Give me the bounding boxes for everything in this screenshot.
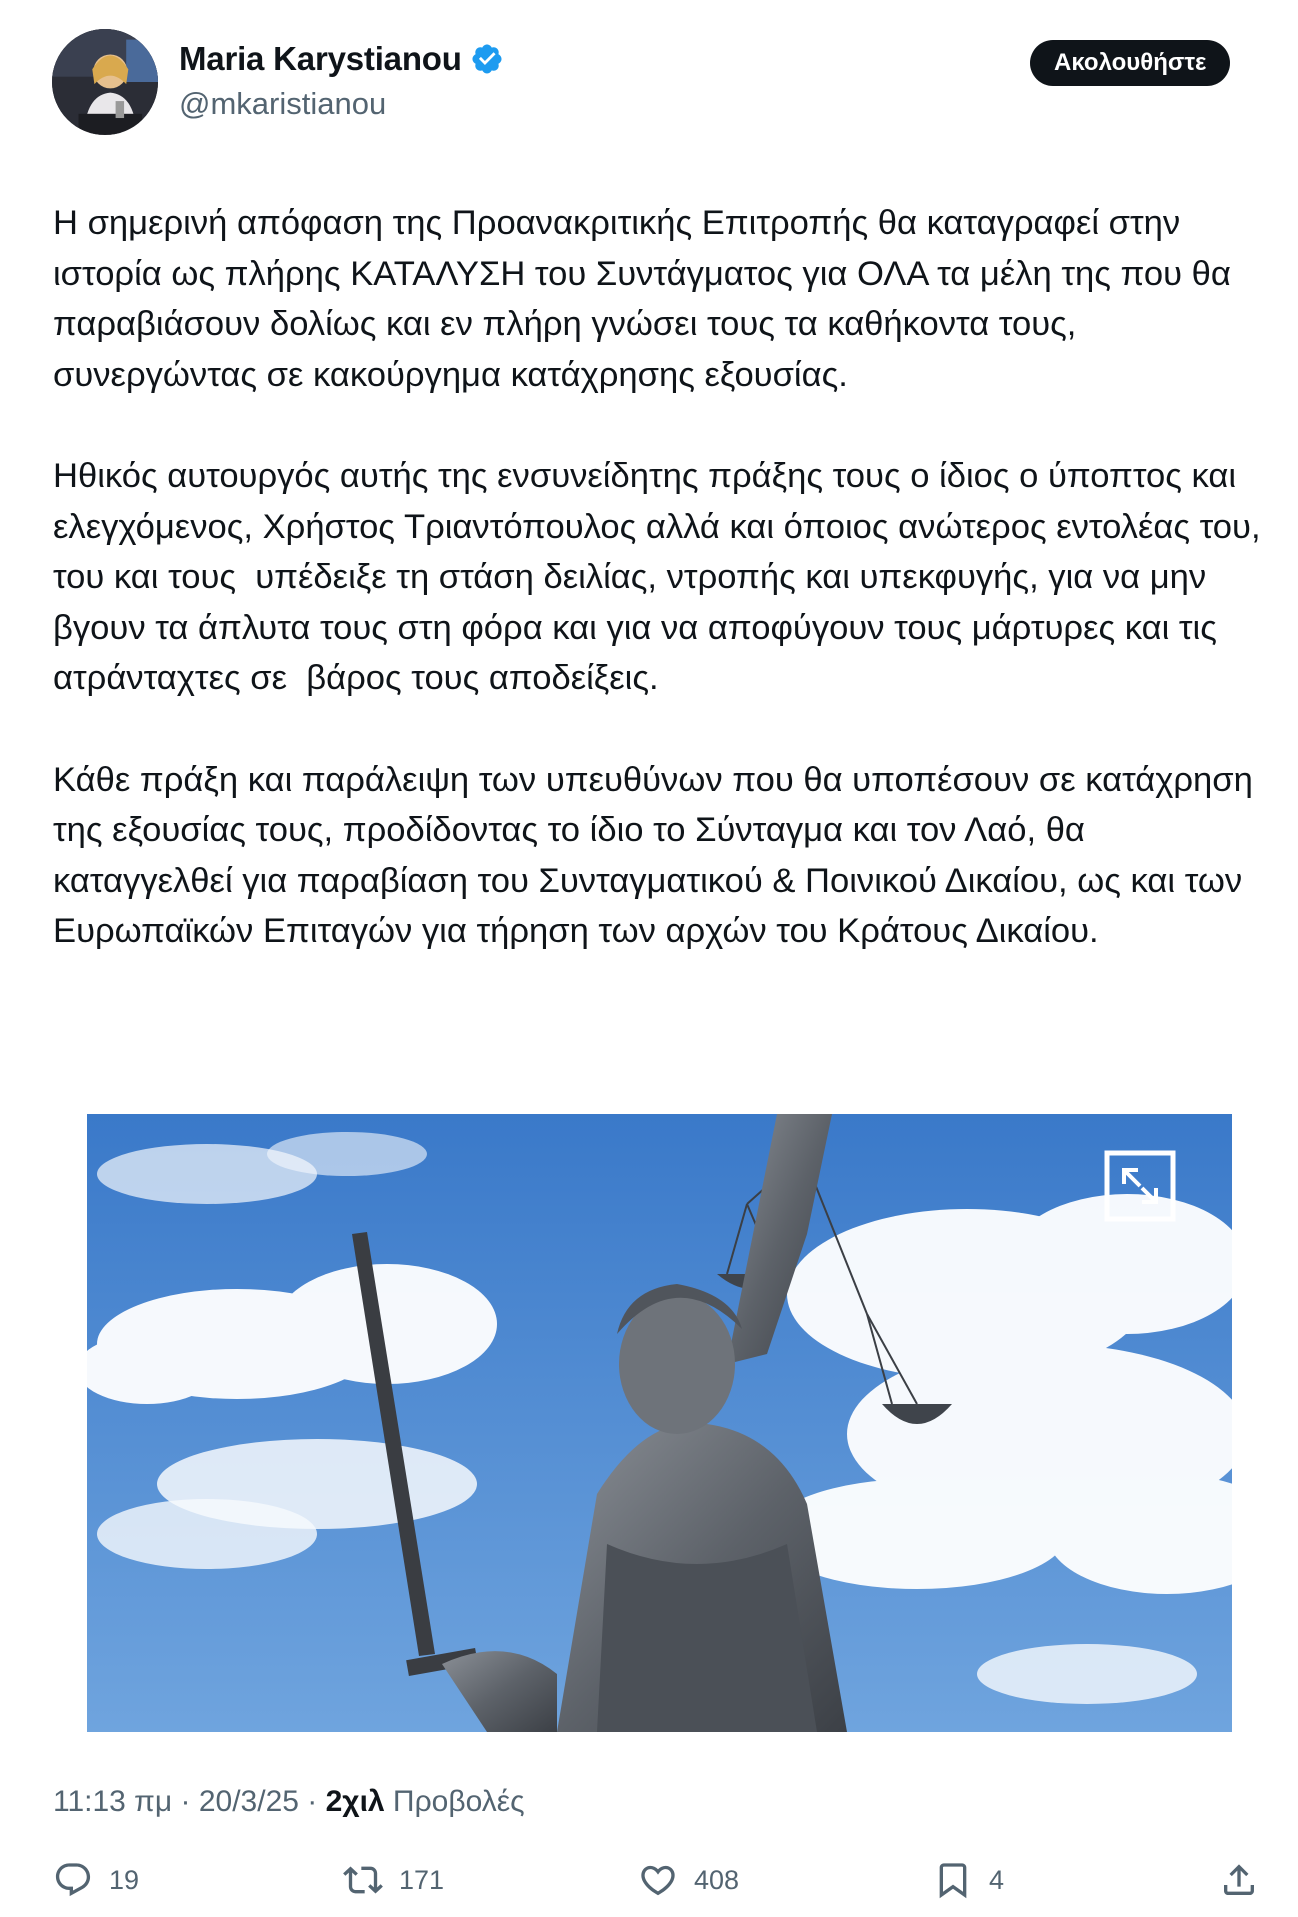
like-button[interactable]	[638, 1850, 739, 1910]
author-handle[interactable]: @mkaristianou	[179, 86, 387, 121]
reply-icon	[53, 1860, 93, 1900]
expand-icon[interactable]	[1104, 1150, 1176, 1222]
reply-count: 19	[109, 1864, 140, 1895]
meta-separator: ·	[298, 1785, 326, 1818]
views-label: Προβολές	[384, 1785, 525, 1818]
views-count: 2χιλ	[325, 1785, 385, 1818]
tweet-actions	[53, 1850, 1263, 1910]
author-display-name[interactable]	[179, 40, 504, 78]
avatar[interactable]	[52, 29, 158, 135]
tweet-meta	[53, 1785, 525, 1819]
tweet-paragraph: Η σημερινή απόφαση της Προανακριτικής Επιτροπής θα καταγραφεί στην ιστορία ως πλήρης ΚΑΤΑΛΥΣΗ του Συντάγματος για ΟΛΑ τα μέλη της που θα παραβιάσουν δολίως και εν πλήρη γνώσει τους τα καθήκοντα τους, συνεργώντας σε κακούργημα κατάχρησης εξουσίας.	[53, 204, 1241, 394]
verified-badge-icon	[470, 42, 504, 76]
share-button[interactable]	[1219, 1850, 1259, 1910]
share-icon	[1219, 1860, 1259, 1900]
repost-icon	[343, 1860, 383, 1900]
reply-button[interactable]	[53, 1850, 139, 1910]
heart-icon	[638, 1860, 678, 1900]
lady-justice-statue-image	[87, 1114, 1232, 1732]
tweet-media[interactable]	[87, 1114, 1232, 1732]
tweet-date[interactable]: 20/3/25	[198, 1785, 299, 1818]
author-name-text: Maria Karystianou	[179, 40, 462, 77]
repost-button[interactable]	[343, 1850, 444, 1910]
tweet-time[interactable]: 11:13 πμ	[53, 1785, 173, 1818]
bookmark-count: 4	[989, 1864, 1005, 1895]
tweet-text	[53, 198, 1271, 1008]
tweet-paragraph: Ηθικός αυτουργός αυτής της ενσυνείδητης πράξης τους ο ίδιος ο ύποπτος και ελεγχόμενος, Χρήστος Τριαντόπουλος αλλά και όποιος ανώτερος εντολέας του, του και τους υπέδειξε τη στάση δειλίας, ντροπής και υπεκφυγής, για να μην βγουν τα άπλυτα τους στη φόρα και για να αποφύγουν τους μάρτυρες και τις ατράνταχτες σε βάρος τους αποδείξεις.	[53, 456, 1271, 698]
bookmark-icon	[933, 1860, 973, 1900]
bookmark-button[interactable]	[933, 1850, 1004, 1910]
avatar-photo	[52, 29, 158, 135]
meta-separator: ·	[172, 1785, 199, 1818]
repost-count: 171	[399, 1864, 445, 1895]
like-count: 408	[694, 1864, 740, 1895]
tweet-paragraph: Κάθε πράξη και παράλειψη των υπευθύνων που θα υποπέσουν σε κατάχρηση της εξουσίας τους, προδίδοντας το ίδιο το Σύνταγμα και τον Λαό, θα καταγγελθεί για παραβίαση του Συνταγματικού & Ποινικού Δικαίου, ως και των Ευρωπαϊκών Επιταγών για τήρηση των αρχών του Κράτους Δικαίου.	[53, 760, 1263, 951]
follow-button[interactable]: Ακολουθήστε	[1030, 40, 1230, 86]
